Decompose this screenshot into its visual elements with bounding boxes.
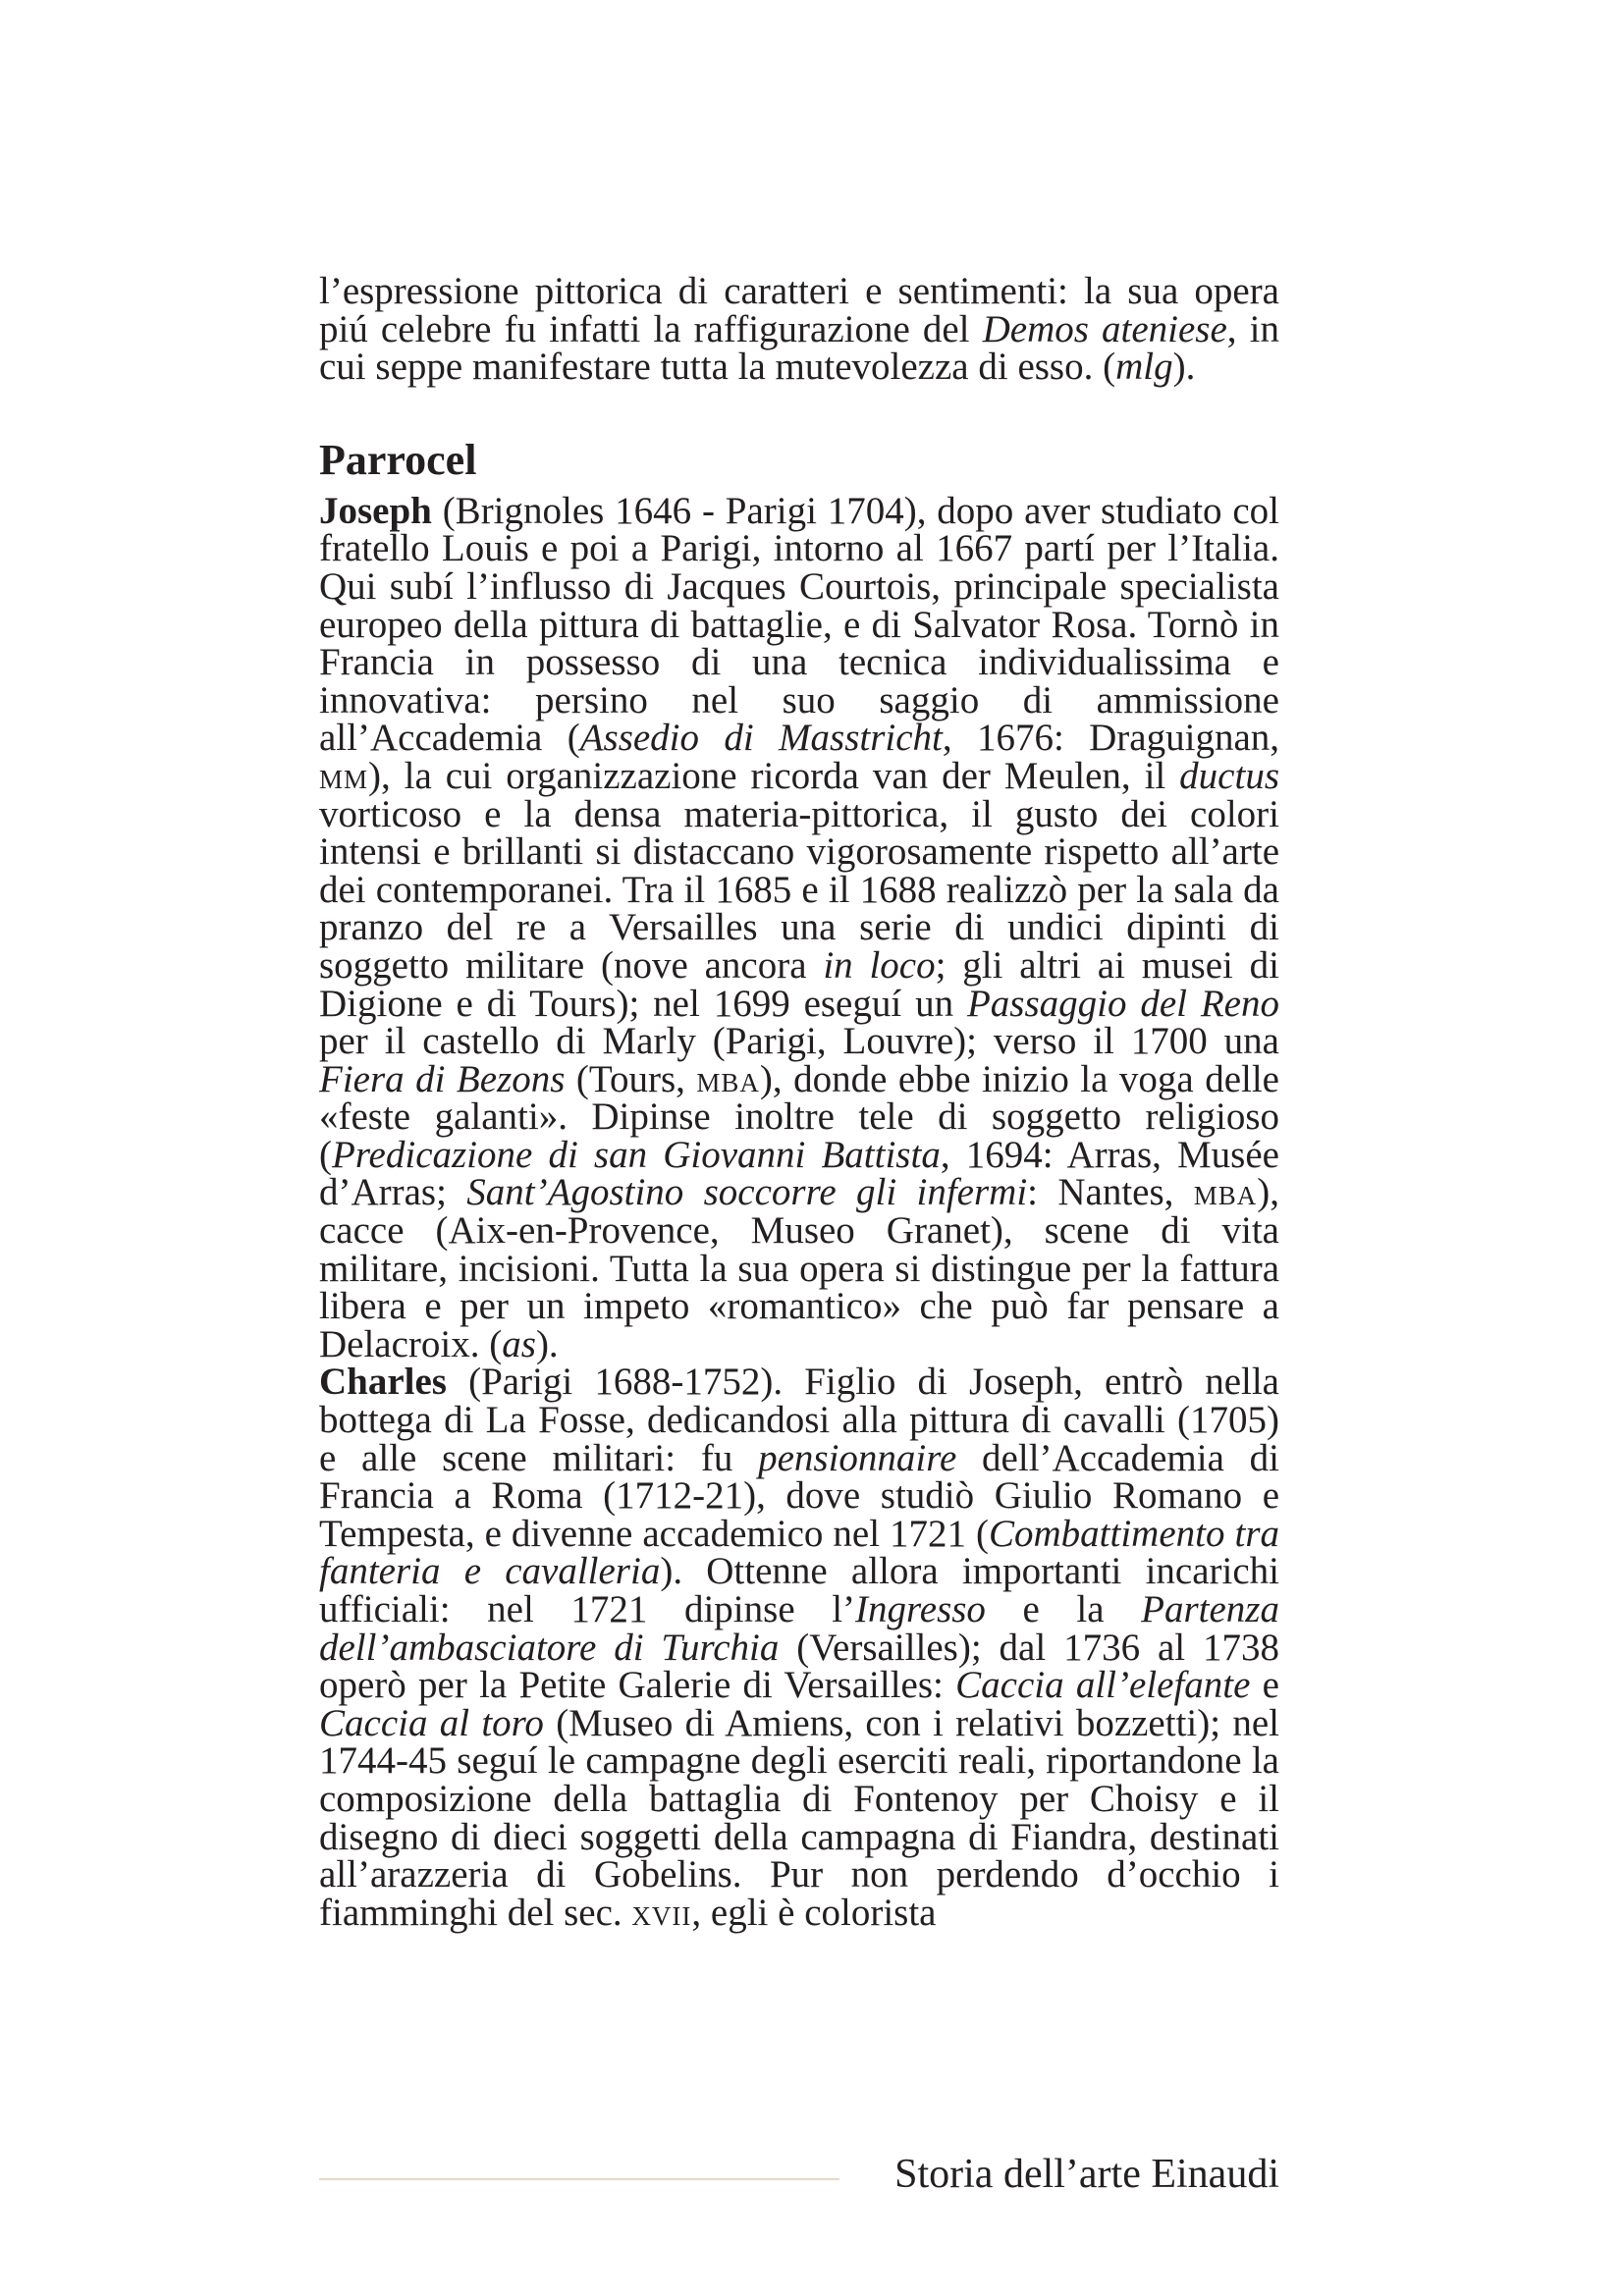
entry-text: dell’Accademia di Francia a Roma (1712-21), dove studiò Giulio Romano e Tempesta, e divenne accademico nel 1721 ( bbox=[319, 1436, 1279, 1555]
charles-entry bbox=[319, 1363, 1279, 1932]
museum-abbrev: mba bbox=[1193, 1171, 1258, 1214]
footer-title: Storia dell’arte Einaudi bbox=[894, 2152, 1279, 2197]
intro-italic-title: Demos ateniese bbox=[982, 307, 1227, 350]
joseph-entry bbox=[319, 489, 1280, 1365]
entry-text: , egli è colorista bbox=[691, 1891, 937, 1934]
artwork-title: Passaggio del Reno bbox=[966, 982, 1279, 1025]
entry-text: , 1694: Arras, Musée d’Arras; bbox=[319, 1133, 1279, 1214]
museum-abbrev: mm bbox=[319, 754, 369, 797]
entry-text: vorticoso e la densa materia-pittorica, il gusto dei colori intensi e brillanti si distaccano vigorosamente rispetto all’arte dei contemporanei. Tra il 1685 e il 1688 realizzò per la sala da pranzo del re a Versailles una serie di undici dipinti di soggetto militare (nove ancora bbox=[319, 792, 1279, 987]
charles-name: Charles bbox=[319, 1361, 447, 1404]
entry-text: per il castello di Marly (Parigi, Louvre); verso il 1700 una bbox=[319, 1020, 1279, 1063]
joseph-name: Joseph bbox=[319, 489, 432, 532]
entry-text: e la bbox=[985, 1588, 1142, 1630]
entry-text: ). bbox=[535, 1322, 559, 1365]
artwork-title: Caccia al toro bbox=[319, 1701, 544, 1744]
entry-heading: Parrocel bbox=[319, 435, 477, 484]
artwork-title: Predicazione di san Giovanni Battista bbox=[332, 1133, 941, 1176]
entry-text: ). Ottenne allora importanti incarichi ufficiali: nel 1721 dipinse l’ bbox=[319, 1550, 1279, 1630]
entry-text: ), la cui organizzazione ricorda van der Meulen, il bbox=[368, 754, 1180, 797]
entry-text: (Versailles); dal 1736 al 1738 operò per la Petite Galerie di Versailles: bbox=[319, 1626, 1279, 1707]
artwork-title: Ingresso bbox=[855, 1588, 986, 1630]
artwork-title: Partenza dell’ambasciatore di Turchia bbox=[319, 1588, 1279, 1669]
intro-author-initials: mlg bbox=[1115, 346, 1173, 389]
entry-text: e bbox=[1250, 1664, 1279, 1707]
entry-text: (Museo di Amiens, con i relativi bozzetti); nel 1744-45 seguí le campagne degli eserciti reali, riportandone la composizione della battaglia di Fontenoy per Choisy e il disegno di dieci soggetti della campagna di Fiandra, destinati all’arazzeria di Gobelins. Pur non perdendo d’occhio i fiamminghi del sec. bbox=[319, 1701, 1279, 1934]
artwork-title: Assedio di Masstricht bbox=[579, 717, 943, 760]
artwork-title: Sant’Agostino soccorre gli infermi bbox=[466, 1171, 1028, 1214]
italic-term: ductus bbox=[1179, 754, 1279, 797]
entry-text: (Tours, bbox=[565, 1057, 697, 1100]
intro-paragraph bbox=[319, 270, 1279, 389]
entry-text: : Nantes, bbox=[1027, 1171, 1194, 1214]
entry-text: , 1676: Draguignan, bbox=[942, 717, 1279, 760]
entry-text: (Parigi 1688-1752). Figlio di Joseph, entrò nella bottega di La Fosse, dedicandosi alla pittura di cavalli (1705) e alle scene militari: fu bbox=[319, 1361, 1279, 1479]
artwork-title: Combattimento tra fanteria e cavalleria bbox=[319, 1512, 1279, 1593]
author-initials: as bbox=[502, 1322, 536, 1365]
intro-text: l’espressione pittorica di caratteri e sentimenti: la sua opera piú celebre fu infatti la raffigurazione del bbox=[319, 270, 1279, 350]
intro-text: ). bbox=[1172, 346, 1196, 389]
artwork-title: Fiera di Bezons bbox=[319, 1057, 566, 1100]
entry-text: ), cacce (Aix-en-Provence, Museo Granet), scene di vita militare, incisioni. Tutta la sua opera si distingue per la fattura libera e per un impeto «romantico» che può far pensare a Delacroix. ( bbox=[319, 1171, 1280, 1365]
century-numeral: xvii bbox=[631, 1891, 692, 1934]
entry-text: ), donde ebbe inizio la voga delle «feste galanti». Dipinse inoltre tele di soggetto religioso ( bbox=[319, 1057, 1279, 1176]
entry-text: ; gli altri ai musei di Digione e di Tours); nel 1699 eseguí un bbox=[319, 943, 1280, 1025]
italic-term: in loco bbox=[823, 943, 936, 987]
italic-term: pensionnaire bbox=[758, 1436, 957, 1479]
page-body bbox=[319, 270, 1280, 1934]
entry-text: (Brignoles 1646 - Parigi 1704), dopo aver studiato col fratello Louis e poi a Parigi, intorno al 1667 partí per l’Italia. Qui subí l’influsso di Jacques Courtois, principale specialista europeo della pittura di battaglie, e di Salvator Rosa. Tornò in Francia in possesso di una tecnica individualissima e innovativa: persino nel suo saggio di ammissione all’Accademia ( bbox=[319, 489, 1279, 760]
footer-rule bbox=[319, 2178, 839, 2180]
intro-text: , in cui seppe manifestare tutta la mutevolezza di esso. ( bbox=[319, 307, 1279, 389]
museum-abbrev: mba bbox=[696, 1057, 760, 1100]
artwork-title: Caccia all’elefante bbox=[955, 1664, 1251, 1707]
